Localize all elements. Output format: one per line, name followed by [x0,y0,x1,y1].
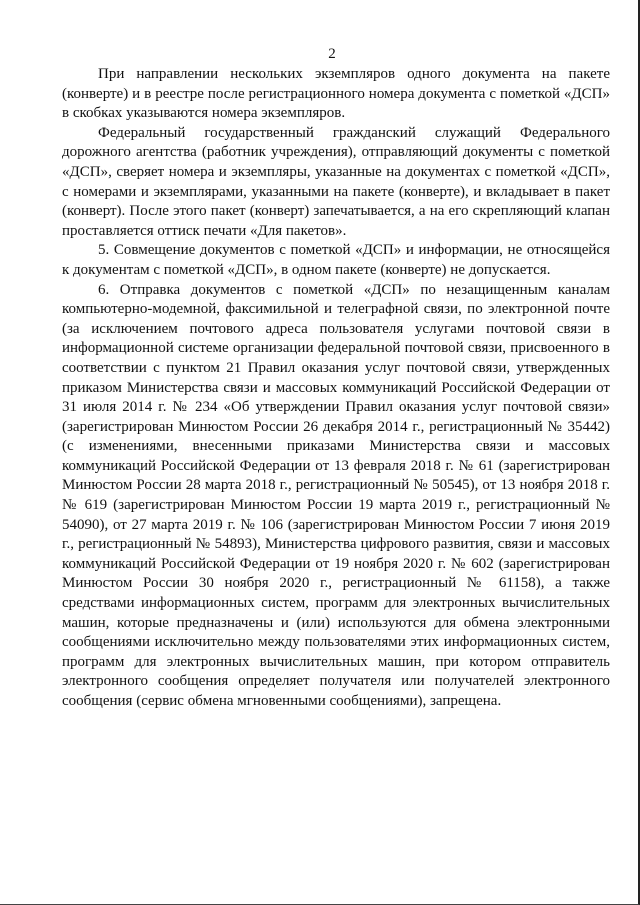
page-number: 2 [328,46,336,62]
paragraph-item-6: 6. Отправка документов с пометкой «ДСП» по незащищенным каналам компьютерно-модемной, факсимильной и телеграфной связи, по электронной почте (за исключением почтового адреса пользователя услугами почтовой связи в информационной системе организации федеральной почтовой связи, присвоенного в соответствии с пунктом 21 Правил оказания услуг почтовой связи, утвержденных приказом Министерства связи и массовых коммуникаций Российской Федерации от 31 июля 2014 г. № 234 «Об утверждении Правил оказания услуг почтовой связи» (зарегистрирован Минюстом России 26 декабря 2014 г., регистрационный № 35442) (с изменениями, внесенными приказами Министерства связи и массовых коммуникаций Российской Федерации от 13 февраля 2018 г. № 61 (зарегистрирован Минюстом России 28 марта 2018 г., регистрационный № 50545), от 13 ноября 2018 г. № 619 (зарегистрирован Минюстом России 19 марта 2019 г., регистрационный № 54090), от 27 марта 2019 г. № 106 (зарегистрирован Минюстом России 7 июня 2019 г., регистрационный № 54893), Министерства цифрового развития, связи и массовых коммуникаций Российской Федерации от 19 ноября 2020 г. № 602 (зарегистрирован Минюстом России 30 ноября 2020 г., регистрационный № 61158), а также средствами информационных систем, программ для электронных вычислительных машин, которые предназначены и (или) используются для обмена электронными сообщениями исключительно между пользователями этих информационных систем, программ для электронных вычислительных машин, при котором отправитель электронного сообщения определяет получателя или получателей электронного сообщения (сервис обмена мгновенными сообщениями), запрещена. [62,281,610,709]
paragraph-copies-numbering: При направлении нескольких экземпляров одного документа на пакете (конверте) и в реестре после регистрационного номера документа с пометкой «ДСП» в скобках указываются номера экземпляров. [62,66,610,122]
paragraph-item-5: 5. Совмещение документов с пометкой «ДСП» и информации, не относящейся к документам с пометкой «ДСП», в одном пакете (конверте) не допускается. [62,242,610,278]
paragraph-sealing-procedure: Федеральный государственный гражданский служащий Федерального дорожного агентства (работник учреждения), отправляющий документы с пометкой «ДСП», сверяет номера и экземпляры, указанные на документах с пометкой «ДСП», с номерами и экземплярами, указанными на пакете (конверте), и вкладывает в пакет (конверт). После этого пакет (конверт) запечатывается, а на его скрепляющий клапан проставляется оттиск печати «Для пакетов». [62,124,610,239]
document-body [62,65,610,712]
